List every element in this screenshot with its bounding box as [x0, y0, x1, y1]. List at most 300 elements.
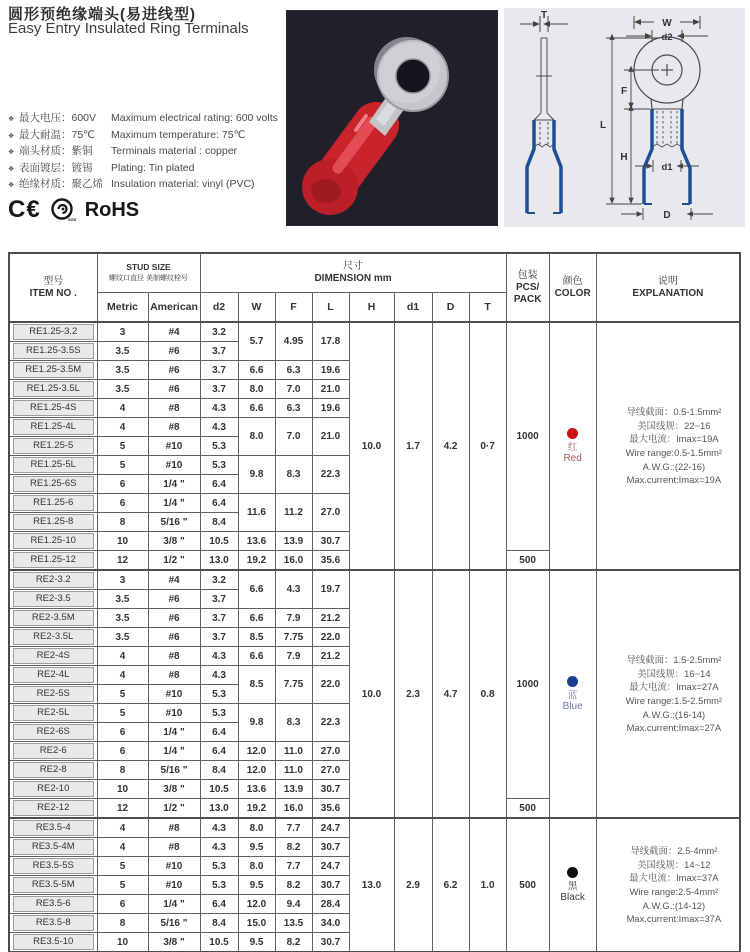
l-cell: 22.3 — [312, 456, 349, 494]
explanation-line: Max.current:Imax=19A — [626, 474, 722, 486]
american-cell: 1/4 " — [148, 494, 200, 513]
explanation-line: Wire range:1.5-2.5mm² — [625, 695, 723, 706]
american-cell: #6 — [148, 590, 200, 609]
spec-table-wrap — [8, 252, 741, 952]
w-cell: 12.0 — [238, 895, 275, 914]
item-no-label: RE3.5-10 — [13, 934, 94, 950]
explanation-line: 美国线规：16~14 — [637, 667, 711, 679]
explanation-line: 最大电流：Imax=37A — [629, 872, 719, 884]
d2-cell: 8.4 — [200, 761, 238, 780]
d2-cell: 5.3 — [200, 437, 238, 456]
item-no-cell — [9, 380, 97, 399]
american-cell: 3/8 " — [148, 780, 200, 799]
d2-cell: 3.2 — [200, 322, 238, 342]
f-cell: 7.0 — [275, 380, 312, 399]
metric-cell: 3.5 — [97, 590, 148, 609]
d1-cell: 1.7 — [394, 322, 432, 570]
header-l: L — [312, 293, 349, 323]
color-name-zh: 红 — [567, 441, 578, 453]
item-no-cell — [9, 838, 97, 857]
explanation-line: 导线截面：0.5-1.5mm² — [626, 406, 722, 418]
d2-cell: 4.3 — [200, 399, 238, 418]
american-cell: #10 — [148, 876, 200, 895]
item-no-cell — [9, 761, 97, 780]
item-no-label: RE3.5-4M — [13, 839, 94, 855]
w-cell: 5.7 — [238, 322, 275, 361]
american-cell: #8 — [148, 399, 200, 418]
l-cell: 35.6 — [312, 799, 349, 819]
item-no-cell — [9, 418, 97, 437]
header-stud-size: STUD SIZE 螺纹口直径 美制螺纹栓号 — [97, 253, 200, 293]
f-cell: 7.75 — [275, 628, 312, 647]
metric-cell: 5 — [97, 437, 148, 456]
metric-cell: 6 — [97, 475, 148, 494]
spec-label-zh: 表面镀层：镀锡 — [19, 161, 93, 174]
metric-cell: 3.5 — [97, 628, 148, 647]
spec-label-en: Insulation material: vinyl (PVC) — [111, 178, 255, 190]
item-no-cell — [9, 590, 97, 609]
metric-cell: 5 — [97, 857, 148, 876]
american-cell: #6 — [148, 342, 200, 361]
metric-cell: 5 — [97, 685, 148, 704]
explanation-line: Wire range:2.5-4mm² — [629, 886, 719, 897]
explanation-line: A.W.G.:(14-12) — [642, 899, 706, 911]
l-cell: 21.2 — [312, 647, 349, 666]
color-name-en: Blue — [562, 700, 583, 712]
d2-cell: 5.3 — [200, 685, 238, 704]
d2-cell: 10.5 — [200, 933, 238, 952]
f-cell: 7.7 — [275, 857, 312, 876]
l-cell: 24.7 — [312, 857, 349, 876]
f-cell: 16.0 — [275, 551, 312, 571]
explanation-cell — [596, 322, 740, 570]
d2-cell: 6.4 — [200, 494, 238, 513]
w-cell: 6.6 — [238, 647, 275, 666]
explanation-line: 美国线规：14~12 — [637, 858, 711, 870]
american-cell: #4 — [148, 322, 200, 342]
metric-cell: 5 — [97, 456, 148, 475]
spec-label-zh: 绝缘材质：聚乙烯 — [19, 178, 103, 190]
item-no-label: RE1.25-3.2 — [13, 324, 94, 340]
metric-cell: 10 — [97, 532, 148, 551]
color-name-zh: 蓝 — [567, 689, 578, 701]
spec-label-en: Terminals material : copper — [111, 145, 238, 157]
item-no-cell — [9, 628, 97, 647]
american-cell: 1/4 " — [148, 895, 200, 914]
american-cell: #10 — [148, 704, 200, 723]
f-cell: 8.3 — [275, 704, 312, 742]
american-cell: 5/16 " — [148, 513, 200, 532]
f-cell: 11.2 — [275, 494, 312, 532]
dim-label-h: H — [620, 152, 628, 163]
w-cell: 9.8 — [238, 704, 275, 742]
f-cell: 7.9 — [275, 609, 312, 628]
american-cell: #8 — [148, 838, 200, 857]
item-no-label: RE2-3.5M — [13, 610, 94, 626]
metric-cell: 4 — [97, 418, 148, 437]
f-cell: 8.3 — [275, 456, 312, 494]
l-cell: 34.0 — [312, 914, 349, 933]
explanation-line: A.W.G.:(22-16) — [642, 460, 706, 472]
dim-label-f: F — [620, 86, 628, 97]
header-h: H — [349, 293, 394, 323]
f-cell: 8.2 — [275, 876, 312, 895]
metric-cell: 6 — [97, 723, 148, 742]
american-cell: #10 — [148, 685, 200, 704]
header-item-no: 型号 ITEM NO . — [9, 253, 97, 322]
color-dot-icon — [567, 676, 578, 687]
d2-cell: 4.3 — [200, 647, 238, 666]
w-cell: 6.6 — [238, 399, 275, 418]
color-name-zh: 黑 — [567, 880, 578, 892]
american-cell: #4 — [148, 570, 200, 590]
cert-logo-icon — [50, 197, 76, 223]
l-cell: 22.0 — [312, 666, 349, 704]
f-cell: 7.0 — [275, 418, 312, 456]
item-no-label: RE1.25-3.5S — [13, 343, 94, 359]
american-cell: #8 — [148, 647, 200, 666]
item-no-cell — [9, 647, 97, 666]
l-cell: 21.0 — [312, 380, 349, 399]
item-no-cell — [9, 933, 97, 952]
pcs-pack-cell: 500 — [506, 818, 549, 952]
w-cell: 9.8 — [238, 456, 275, 494]
item-no-label: RE1.25-12 — [13, 552, 94, 568]
d2-cell: 3.7 — [200, 380, 238, 399]
american-cell: 1/2 " — [148, 799, 200, 819]
dd-cell: 4.2 — [432, 322, 469, 570]
item-no-cell — [9, 456, 97, 475]
item-no-label: RE1.25-5L — [13, 457, 94, 473]
header-dd: D — [432, 293, 469, 323]
spec-list — [8, 110, 282, 193]
d2-cell: 10.5 — [200, 780, 238, 799]
item-no-cell — [9, 513, 97, 532]
spec-label-en: Maximum electrical rating: 600 volts — [111, 112, 278, 124]
d2-cell: 3.7 — [200, 628, 238, 647]
d2-cell: 4.3 — [200, 418, 238, 437]
american-cell: #8 — [148, 666, 200, 685]
item-no-cell — [9, 895, 97, 914]
f-cell: 7.75 — [275, 666, 312, 704]
f-cell: 11.0 — [275, 742, 312, 761]
l-cell: 22.3 — [312, 704, 349, 742]
metric-cell: 8 — [97, 761, 148, 780]
item-no-cell — [9, 361, 97, 380]
d2-cell: 13.0 — [200, 799, 238, 819]
metric-cell: 12 — [97, 799, 148, 819]
f-cell: 6.3 — [275, 399, 312, 418]
header-pack: 包装 PCS/ PACK — [506, 253, 549, 322]
dd-cell: 4.7 — [432, 570, 469, 818]
explanation-line: 导线截面：1.5-2.5mm² — [626, 654, 722, 666]
pcs-pack-cell: 1000 — [506, 322, 549, 551]
item-no-label: RE2-3.5 — [13, 591, 94, 607]
explanation-text — [597, 653, 740, 735]
item-no-label: RE1.25-3.5L — [13, 381, 94, 397]
dim-label-l: L — [599, 120, 607, 131]
d2-cell: 3.7 — [200, 609, 238, 628]
l-cell: 27.0 — [312, 742, 349, 761]
product-photo — [286, 10, 498, 226]
l-cell: 21.2 — [312, 609, 349, 628]
spec-table — [8, 252, 741, 952]
metric-cell: 3 — [97, 322, 148, 342]
metric-cell: 4 — [97, 838, 148, 857]
f-cell: 8.2 — [275, 838, 312, 857]
explanation-line: 导线截面：2.5-4mm² — [630, 845, 718, 857]
item-no-cell — [9, 818, 97, 838]
item-no-cell — [9, 799, 97, 819]
w-cell: 6.6 — [238, 570, 275, 609]
w-cell: 19.2 — [238, 551, 275, 571]
american-cell: #8 — [148, 818, 200, 838]
item-no-cell — [9, 494, 97, 513]
l-cell: 35.6 — [312, 551, 349, 571]
l-cell: 24.7 — [312, 818, 349, 838]
american-cell: #10 — [148, 456, 200, 475]
dim-label-d2: d2 — [661, 32, 673, 43]
spec-row — [8, 127, 282, 144]
d2-cell: 3.2 — [200, 570, 238, 590]
f-cell: 4.95 — [275, 322, 312, 361]
item-no-label: RE2-10 — [13, 781, 94, 797]
w-cell: 8.0 — [238, 818, 275, 838]
d2-cell: 6.4 — [200, 742, 238, 761]
metric-cell: 4 — [97, 399, 148, 418]
item-no-cell — [9, 399, 97, 418]
w-cell: 8.0 — [238, 418, 275, 456]
item-no-cell — [9, 876, 97, 895]
item-no-label: RE1.25-4S — [13, 400, 94, 416]
color-dot-icon — [567, 428, 578, 439]
item-no-label: RE2-5S — [13, 686, 94, 702]
item-no-label: RE3.5-8 — [13, 915, 94, 931]
american-cell: #6 — [148, 380, 200, 399]
item-no-cell — [9, 532, 97, 551]
bullet-icon: ❖ — [8, 132, 15, 140]
pcs-pack-cell: 500 — [506, 551, 549, 571]
table-row — [9, 570, 740, 590]
metric-cell: 6 — [97, 895, 148, 914]
item-no-label: RE1.25-6 — [13, 495, 94, 511]
spec-label-zh: 最大电压：600V — [19, 112, 97, 124]
american-cell: 3/8 " — [148, 933, 200, 952]
header-w: W — [238, 293, 275, 323]
f-cell: 4.3 — [275, 570, 312, 609]
l-cell: 30.7 — [312, 876, 349, 895]
l-cell: 17.8 — [312, 322, 349, 361]
w-cell: 12.0 — [238, 761, 275, 780]
item-no-label: RE1.25-10 — [13, 533, 94, 549]
f-cell: 11.0 — [275, 761, 312, 780]
f-cell: 6.3 — [275, 361, 312, 380]
w-cell: 8.5 — [238, 666, 275, 704]
f-cell: 16.0 — [275, 799, 312, 819]
item-no-cell — [9, 609, 97, 628]
metric-cell: 4 — [97, 647, 148, 666]
table-row — [9, 818, 740, 838]
l-cell: 28.4 — [312, 895, 349, 914]
d2-cell: 4.3 — [200, 818, 238, 838]
explanation-line: Max.current:Imax=37A — [626, 913, 722, 925]
f-cell: 13.5 — [275, 914, 312, 933]
spec-row — [8, 176, 282, 193]
page-title-en: Easy Entry Insulated Ring Terminals — [8, 20, 249, 37]
l-cell: 30.7 — [312, 532, 349, 551]
item-no-cell — [9, 780, 97, 799]
spec-table-body — [9, 322, 740, 952]
american-cell: 5/16 " — [148, 761, 200, 780]
d2-cell: 5.3 — [200, 857, 238, 876]
w-cell: 6.6 — [238, 609, 275, 628]
metric-cell: 8 — [97, 914, 148, 933]
header-color: 颜色 COLOR — [549, 253, 596, 322]
metric-cell: 3.5 — [97, 380, 148, 399]
explanation-line: Wire range:0.5-1.5mm² — [625, 447, 723, 458]
w-cell: 11.6 — [238, 494, 275, 532]
american-cell: #6 — [148, 361, 200, 380]
w-cell: 8.0 — [238, 857, 275, 876]
f-cell: 13.9 — [275, 532, 312, 551]
item-no-label: RE2-5L — [13, 705, 94, 721]
dim-label-d: D — [663, 210, 671, 221]
d2-cell: 5.3 — [200, 704, 238, 723]
american-cell: 5/16 " — [148, 914, 200, 933]
d2-cell: 3.7 — [200, 342, 238, 361]
dim-label-d1: d1 — [661, 162, 673, 173]
item-no-cell — [9, 666, 97, 685]
d2-cell: 5.3 — [200, 876, 238, 895]
d2-cell: 3.7 — [200, 361, 238, 380]
explanation-text — [597, 405, 740, 487]
h-cell: 10.0 — [349, 570, 394, 818]
metric-cell: 10 — [97, 780, 148, 799]
spec-label-en: Plating: Tin plated — [111, 161, 195, 174]
l-cell: 30.7 — [312, 780, 349, 799]
dim-label-w: W — [662, 18, 672, 29]
explanation-line: 美国线规：22~16 — [637, 419, 711, 431]
item-no-label: RE1.25-3.5M — [13, 362, 94, 378]
item-no-cell — [9, 551, 97, 571]
d2-cell: 5.3 — [200, 456, 238, 475]
metric-cell: 4 — [97, 666, 148, 685]
d2-cell: 4.3 — [200, 666, 238, 685]
color-cell — [549, 322, 596, 570]
item-no-label: RE1.25-5 — [13, 438, 94, 454]
t-cell: 0.8 — [469, 570, 506, 818]
american-cell: #10 — [148, 437, 200, 456]
pcs-pack-cell: 500 — [506, 799, 549, 819]
header-explanation: 说明 EXPLANATION — [596, 253, 740, 322]
item-no-cell — [9, 437, 97, 456]
d2-cell: 8.4 — [200, 914, 238, 933]
item-no-cell — [9, 475, 97, 494]
page-title-zh: 圆形预绝缘端头(易进线型) — [8, 6, 196, 23]
item-no-label: RE2-8 — [13, 762, 94, 778]
explanation-text — [597, 844, 740, 926]
item-no-label: RE1.25-4L — [13, 419, 94, 435]
h-cell: 10.0 — [349, 322, 394, 570]
metric-cell: 12 — [97, 551, 148, 571]
f-cell: 7.7 — [275, 818, 312, 838]
item-no-cell — [9, 742, 97, 761]
color-dot-icon — [567, 867, 578, 878]
l-cell: 19.6 — [312, 361, 349, 380]
american-cell: #8 — [148, 418, 200, 437]
w-cell: 15.0 — [238, 914, 275, 933]
item-no-label: RE1.25-6S — [13, 476, 94, 492]
spec-label-zh: 最大耐温：75℃ — [19, 128, 95, 141]
item-no-label: RE2-3.5L — [13, 629, 94, 645]
item-no-label: RE2-3.2 — [13, 572, 94, 588]
d2-cell: 3.7 — [200, 590, 238, 609]
w-cell: 8.0 — [238, 380, 275, 399]
header-d2: d2 — [200, 293, 238, 323]
item-no-cell — [9, 322, 97, 342]
w-cell: 8.5 — [238, 628, 275, 647]
w-cell: 13.6 — [238, 532, 275, 551]
american-cell: 3/8 " — [148, 532, 200, 551]
f-cell: 8.2 — [275, 933, 312, 952]
american-cell: #6 — [148, 628, 200, 647]
f-cell: 13.9 — [275, 780, 312, 799]
explanation-line: 最大电流：Imax=27A — [629, 681, 719, 693]
w-cell: 9.5 — [238, 838, 275, 857]
item-no-label: RE2-6S — [13, 724, 94, 740]
t-cell: 0·7 — [469, 322, 506, 570]
header-american: American — [148, 293, 200, 323]
w-cell: 12.0 — [238, 742, 275, 761]
item-no-label: RE2-6 — [13, 743, 94, 759]
item-no-cell — [9, 685, 97, 704]
metric-cell: 5 — [97, 704, 148, 723]
ce-mark-icon: C€ — [8, 196, 41, 223]
american-cell: #6 — [148, 609, 200, 628]
item-no-label: RE3.5-5M — [13, 877, 94, 893]
metric-cell: 3.5 — [97, 342, 148, 361]
w-cell: 19.2 — [238, 799, 275, 819]
explanation-cell — [596, 818, 740, 952]
color-name-en: Black — [560, 891, 585, 903]
color-cell — [549, 818, 596, 952]
l-cell: 22.0 — [312, 628, 349, 647]
metric-cell: 6 — [97, 742, 148, 761]
color-cell — [549, 570, 596, 818]
f-cell: 7.9 — [275, 647, 312, 666]
header-dimension: 尺寸 DIMENSION mm — [200, 253, 506, 293]
t-cell: 1.0 — [469, 818, 506, 952]
l-cell: 30.7 — [312, 933, 349, 952]
item-no-cell — [9, 704, 97, 723]
item-no-cell — [9, 914, 97, 933]
d2-cell: 13.0 — [200, 551, 238, 571]
item-no-cell — [9, 857, 97, 876]
w-cell: 9.5 — [238, 933, 275, 952]
item-no-label: RE3.5-5S — [13, 858, 94, 874]
d2-cell: 6.4 — [200, 723, 238, 742]
dim-label-t: T — [540, 10, 548, 21]
american-cell: #10 — [148, 857, 200, 876]
item-no-label: RE2-4L — [13, 667, 94, 683]
certification-logos — [8, 194, 139, 226]
spec-row — [8, 110, 282, 127]
explanation-line: 最大电流：Imax=19A — [629, 433, 719, 445]
bullet-icon: ❖ — [8, 149, 15, 156]
svg-text:SGS: SGS — [67, 217, 76, 222]
american-cell: 1/2 " — [148, 551, 200, 571]
d2-cell: 10.5 — [200, 532, 238, 551]
